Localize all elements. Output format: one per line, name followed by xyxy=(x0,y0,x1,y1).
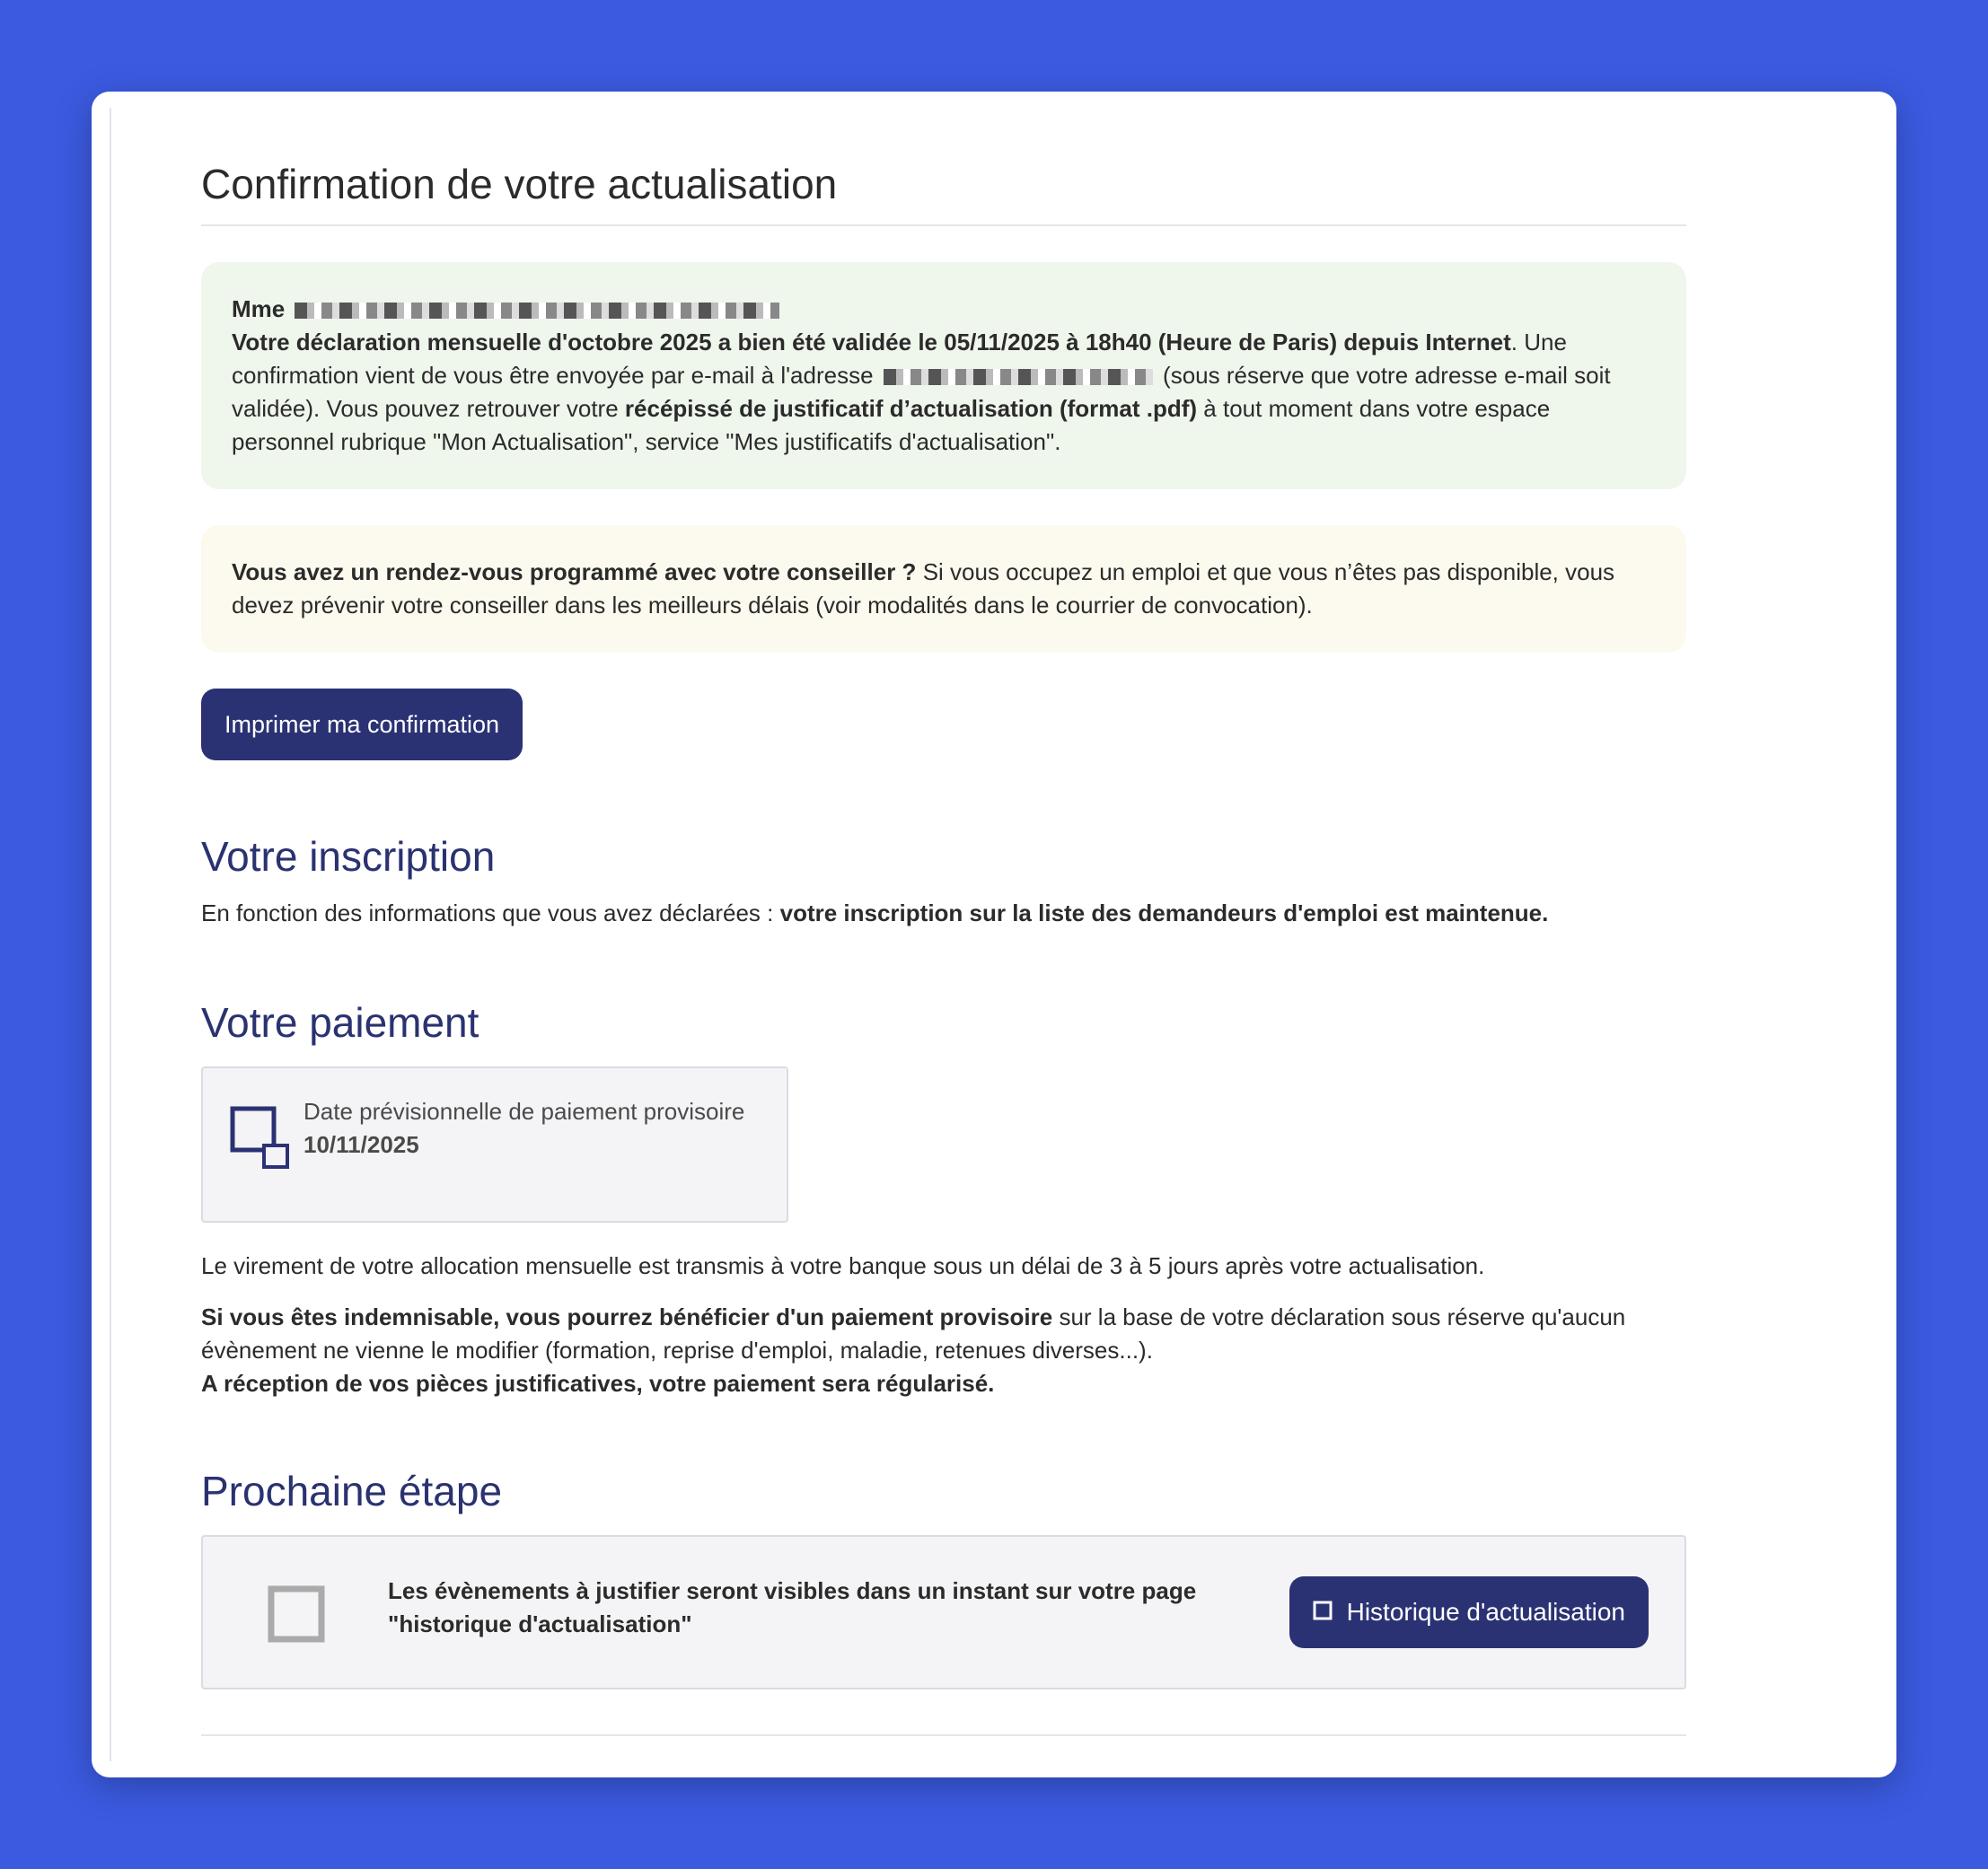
main-card xyxy=(92,92,1896,1777)
inscription-plain: En fonction des informations que vous avez déclarées : xyxy=(201,899,774,926)
confirmation-text-3: à tout moment dans votre espace personnel rubrique "Mon Actualisation", service "Mes justificatifs d'actualisation". xyxy=(232,395,1551,455)
confirmation-text-1: . Une confirmation vient de vous être envoyée par e-mail à l'adresse xyxy=(232,329,1567,389)
inscription-strong: votre inscription sur la liste des demandeurs d'emploi est maintenue. xyxy=(779,899,1549,926)
history-button-label: Historique d'actualisation xyxy=(1346,1598,1625,1626)
masked-name xyxy=(295,303,779,319)
payment-date-value: 10/11/2025 xyxy=(303,1131,419,1158)
transfer-text: Le virement de votre allocation mensuelle est transmis à votre banque sous un délai de 3 à 5 jours après votre actualisation. xyxy=(201,1252,1485,1279)
calendar-squares-icon xyxy=(230,1106,293,1175)
payment-date-label: Date prévisionnelle de paiement provisoire xyxy=(303,1098,745,1125)
next-step-message: Les évènements à justifier seront visibles dans un instant sur votre page "historique d'actualisation" xyxy=(388,1577,1197,1637)
print-confirmation-button[interactable]: Imprimer ma confirmation xyxy=(201,689,523,760)
inscription-title: Votre inscription xyxy=(201,833,496,880)
confirmation-text-2: (sous réserve que votre adresse e-mail soit validée). Vous pouvez retrouver votre xyxy=(232,362,1611,422)
payment-date-card xyxy=(201,1066,788,1223)
page-title: Confirmation de votre actualisation xyxy=(201,160,1686,226)
confirmation-alert xyxy=(201,262,1686,489)
left-divider xyxy=(110,108,111,1761)
square-outline-icon xyxy=(1313,1576,1333,1648)
rdv-strong: Vous avez un rendez-vous programmé avec votre conseiller ? xyxy=(232,558,917,585)
recepisse-strong: récépissé de justificatif d’actualisation (format .pdf) xyxy=(624,395,1198,422)
indemnisable-paragraph xyxy=(201,1301,1686,1400)
history-button[interactable] xyxy=(1289,1576,1649,1648)
content xyxy=(201,160,1686,1736)
masked-email xyxy=(884,369,1153,385)
next-step-title: Prochaine étape xyxy=(201,1468,503,1514)
paiement-title: Votre paiement xyxy=(201,999,479,1046)
inscription-text xyxy=(201,897,1686,930)
square-icon xyxy=(268,1585,325,1647)
reception-strong: A réception de vos pièces justificatives, votre paiement sera régularisé. xyxy=(201,1370,995,1397)
salutation: Mme xyxy=(232,295,286,322)
rdv-text: Si vous occupez un emploi et que vous n’êtes pas disponible, vous devez prévenir votre conseiller dans les meilleurs délais (voir modalités dans le courrier de convocation). xyxy=(232,558,1615,619)
indemnisable-text: sur la base de votre déclaration sous réserve qu'aucun évènement ne vienne le modifier (formation, reprise d'emploi, maladie, retenues diverses...). xyxy=(201,1303,1626,1364)
indemnisable-strong: Si vous êtes indemnisable, vous pourrez bénéficier d'un paiement provisoire xyxy=(201,1303,1053,1330)
rdv-alert xyxy=(201,525,1686,653)
bottom-divider xyxy=(201,1734,1686,1736)
next-step-card xyxy=(201,1535,1686,1689)
confirmation-strong: Votre déclaration mensuelle d'octobre 2025 a bien été validée le 05/11/2025 à 18h40 (Heure de Paris) depuis Internet xyxy=(232,329,1511,355)
